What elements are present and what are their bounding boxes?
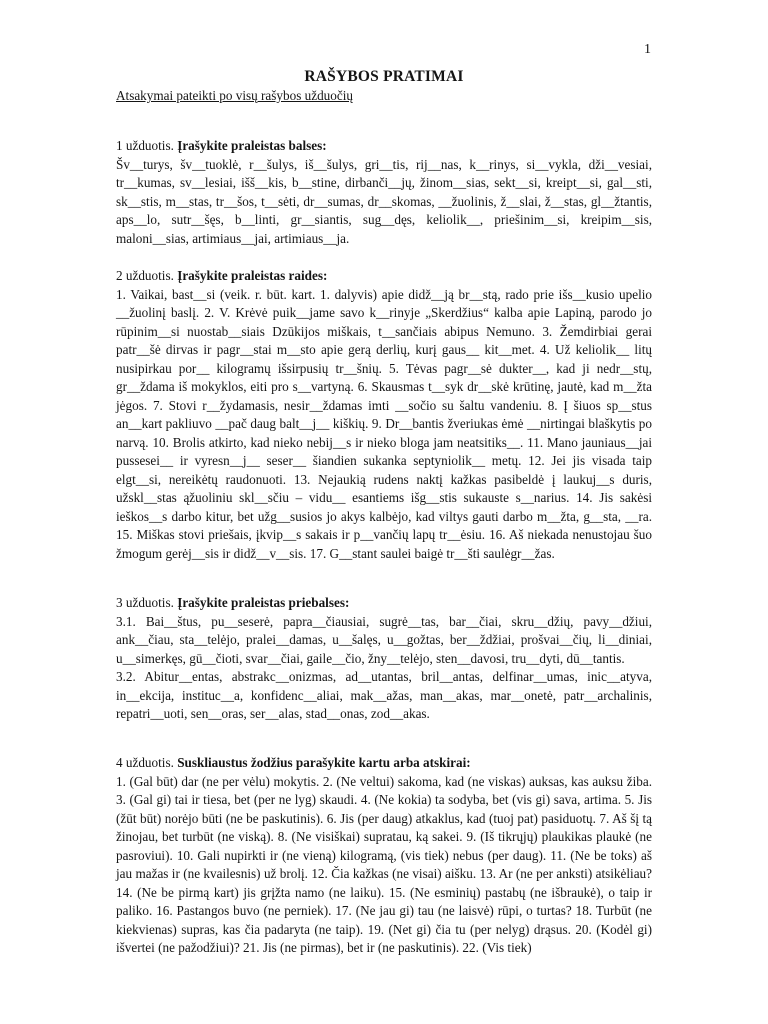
exercise-2-instruction: Įrašykite praleistas raides: bbox=[177, 268, 328, 283]
exercise-3-instruction: Įrašykite praleistas priebalses: bbox=[177, 595, 350, 610]
exercise-3-part-1: 3.1. Bai__štus, pu__seserė, papra__čiausiai, sugrė__tas, bar__čiai, skru__džių, pavy__džiui, ank__čiau, sta__telėjo, pralei__damas, u__šalęs, u__gožtas, ber__ždžiai, prošvai__čių, li__diniai, u__simerkęs, gū__čioti, svar__čiai, gaile__čio, žny__telėjo, sten__davosi, tru__dyti, dū__tantis. bbox=[116, 613, 652, 666]
exercise-4-heading bbox=[116, 754, 652, 773]
exercise-2-heading bbox=[116, 267, 652, 286]
exercise-3-part-2: 3.2. Abitur__entas, abstrakc__onizmas, ad__utantas, bril__antas, delfinar__umas, inic__atyva, in__ekcija, instituc__a, konfidenc__aliai, mak__ažas, man__akas, mar__onetė, patr__archalinis, repatri__uoti, sen__oras, ser__alas, stad__onas, zod__akas. bbox=[116, 669, 652, 721]
exercise-3-number: 3 užduotis. bbox=[116, 595, 174, 610]
exercise-1-number: 1 užduotis. bbox=[116, 138, 174, 153]
exercise-3-heading bbox=[116, 594, 652, 613]
exercise-2 bbox=[116, 267, 652, 563]
exercise-4-text: 1. (Gal būt) dar (ne per vėlu) mokytis. 2. (Ne veltui) sakoma, kad (ne viskas) auksas, kas auksu žiba. 3. (Gal gi) tai ir tiesa, bet (per ne lyg) skaudi. 4. (Ne kokia) ta sodyba, bet (vis gi) sava, artima. 5. Jis (žūt būt) norėjo būti (ne be paskutinis). 6. Jis (per daug) atkaklus, kad (tuoj pat) pasiduotų. 7. Aš šį tą žinojau, bet turbūt (ne viską). 8. (Ne visiškai) supratau, ką sakei. 9. (Iš tikrųjų) plaukikas plaukė (ne pasroviui). 10. Gali nupirkti ir (ne vieną) kilogramą, (vis tiek) nebus (per daug). 11. (Ne be toks) aš jau mažas ir (ne kvailesnis) už brolį. 12. Čia kažkas (ne visai) aišku. 13. Ar (ne per anksti) atsikėliau? 14. (Ne be pirmą kart) jis grįžta namo (ne laiku). 15. (Ne esminių) pastabų (ne išbraukė), o taip ir paliko. 16. Pastangos buvo (ne perniek). 17. (Ne jau gi) tau (ne laisvė) rūpi, o turtas? 18. Turbūt (ne kiekvienas) supras, kas čia padaryta (ne taip). 19. (Net gi) čia tu (per nelyg) drąsus. 20. (Kodėl gi) išvertei (ne pažodžiui)? 21. Jis (ne pirmas), bet ir (ne paskutinis). 22. (Vis tiek) bbox=[116, 773, 652, 955]
exercise-1-text: Šv__turys, šv__tuoklė, r__šulys, iš__šulys, gri__tis, rij__nas, k__rinys, si__vykla, dži__vesiai, tr__kumas, sv__lesiai, išš__kis, b__stine, dirbanči__jų, žinom__sias, sekt__si, kreipt__si, gal__sti, sk__stis, m__stas, tr__šos, t__sėti, dr__sumas, dr__skomas, __žuolinis, ž__slai, ž__stas, gl__žtantis, aps__lo, sutr__šęs, b__linti, gr__siantis, sug__dęs, keliolik__, priešinim__si, kreipim__sis, maloni__sias, artimiaus__jai, artimiaus__ja. bbox=[116, 156, 652, 246]
exercise-4 bbox=[116, 754, 652, 958]
exercise-2-number: 2 užduotis. bbox=[116, 268, 174, 283]
exercise-1 bbox=[116, 137, 652, 248]
exercise-1-heading bbox=[116, 137, 652, 156]
exercise-4-number: 4 užduotis. bbox=[116, 755, 174, 770]
exercise-2-text: 1. Vaikai, bast__si (veik. r. būt. kart. 1. dalyvis) apie didž__ją br__stą, rado prie išs__kusio upelio __žuolinį baslį. 2. V. Krėvė puik__jame savo k__rinyje „Skerdžius“ kalba apie Lapiną, parodo jo rūpinim__si nuostab__siais Dzūkijos miškais, t__sančiais abipus Nemuno. 3. Žemdirbiai gerai patr__šė dirvas ir pagr__stai m__sto apie gerą derlių, kurį gaus__ kit__met. 4. Už keliolik__ litų nusipirkau por__ kilogramų išsirpusių tr__šnių. 5. Tėvas pagr__sė dukter__, kad ji nedr__stų, gr__ždama iš mokyklos, eiti pro s__vartyną. 6. Skausmas t__syk dr__skė krūtinę, jautė, kad m__žta jėgos. 7. Stovi r__žydamasis, nesir__ždamas imti __sočio su šaltu vandeniu. 8. Į šiuos sp__stus an__kart pakliuvo __pač daug balt__j__ kiškių. 9. Dr__bantis žveriukas ėmė __nirtingai blaškytis po narvą. 10. Brolis atkirto, kad nieko nebij__s ir nieko bloga jam neatsitiks__. 11. Mano jauniaus__jai pussesei__ ir vyresn__j__ seser__ šiandien sukanka septyniolik__ metų. 12. Jei jis visada taip elgt__si, nereikėtų raudonuoti. 13. Nejaukią rudens naktį kažkas pasibeldė į laukuj__s duris, užskl__stas ąžuoliniu skl__sčiu – vidu__ esantiems išg__stis sukauste s__narius. 14. Jis sakėsi ieškos__s darbo kitur, bet užg__susios jo akys kalbėjo, kad viltys gauti darbo m__žta, g__sta, __ra. 15. Miškas stovi priešais, įkvip__s sakais ir p__vančių lapų tr__ėsiu. 16. Aš niekada nenustojau šuo žmogum gerėj__sis ir didž__v__sis. 17. G__stant saulei baigė tr__šti saulėgr__žas. bbox=[116, 286, 652, 561]
page-subtitle: Atsakymai pateikti po visų rašybos užduočių bbox=[116, 88, 353, 103]
exercise-4-instruction: Suskliaustus žodžius parašykite kartu arba atskirai: bbox=[177, 755, 471, 770]
page-number: 1 bbox=[644, 42, 651, 57]
exercise-1-instruction: Įrašykite praleistas balses: bbox=[177, 138, 327, 153]
exercise-3 bbox=[116, 594, 652, 724]
page-title: RAŠYBOS PRATIMAI bbox=[304, 68, 464, 85]
